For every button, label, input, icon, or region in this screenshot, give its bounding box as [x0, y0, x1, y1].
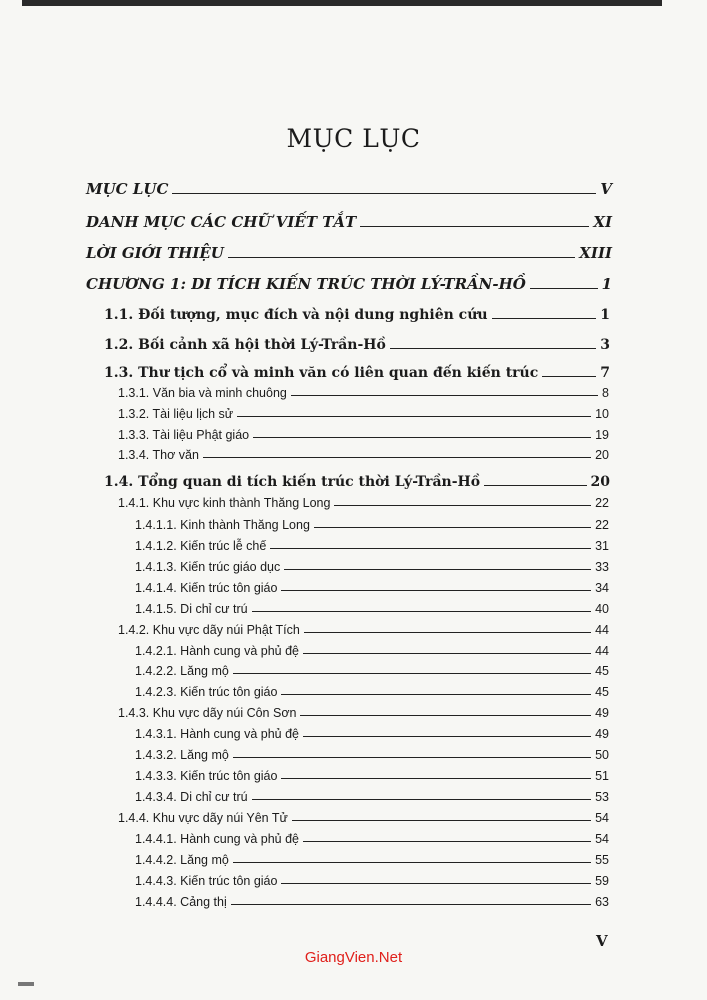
toc-entry[interactable] [86, 275, 612, 293]
toc-entry[interactable] [135, 748, 609, 762]
toc-leader-line [231, 904, 591, 905]
toc-leader-line [292, 820, 591, 821]
toc-entry-page: 20 [595, 448, 609, 462]
toc-entry[interactable] [118, 407, 609, 421]
toc-entry[interactable] [135, 874, 609, 888]
toc-entry-label: 1.4.3. Khu vực dãy núi Côn Sơn [118, 706, 297, 720]
toc-leader-line [314, 527, 591, 528]
toc-leader-line [284, 569, 591, 570]
toc-entry[interactable] [135, 790, 609, 804]
toc-leader-line [252, 611, 592, 612]
toc-entry-label: 1.4.4.3. Kiến trúc tôn giáo [135, 874, 278, 888]
toc-entry-label: 1.4.1.4. Kiến trúc tôn giáo [135, 581, 278, 595]
toc-entry[interactable] [104, 474, 610, 490]
toc-entry[interactable] [104, 307, 610, 323]
watermark: GiangVien.Net [304, 949, 403, 966]
toc-entry-page: 7 [600, 365, 610, 381]
toc-entry-page: 1 [600, 307, 610, 323]
toc-entry-page: 8 [602, 386, 609, 400]
toc-entry-page: 49 [595, 706, 609, 720]
toc-entry-label: 1.4.3.4. Di chỉ cư trú [135, 790, 248, 804]
toc-entry-label: MỤC LỤC [86, 180, 169, 198]
toc-entry-page: 54 [595, 832, 609, 846]
toc-entry-page: 31 [595, 539, 609, 553]
toc-leader-line [484, 485, 586, 486]
toc-leader-line [303, 841, 591, 842]
toc-leader-line [233, 862, 591, 863]
toc-leader-line [233, 757, 591, 758]
toc-entry-label: 1.4. Tổng quan di tích kiến trúc thời Lý-Trần-Hồ [104, 474, 481, 490]
toc-entry[interactable] [135, 664, 609, 678]
toc-entry-page: 3 [600, 337, 610, 353]
toc-entry[interactable] [135, 832, 609, 846]
toc-entry-label: 1.4.1.1. Kinh thành Thăng Long [135, 518, 310, 532]
toc-entry-label: 1.3.2. Tài liệu lịch sử [118, 407, 234, 421]
toc-leader-line [270, 548, 591, 549]
toc-entry-label: 1.4.2. Khu vực dãy núi Phật Tích [118, 623, 300, 637]
toc-entry-page: XIII [579, 244, 612, 262]
toc-entry-label: DANH MỤC CÁC CHỮ VIẾT TẮT [86, 213, 357, 231]
toc-entry-label: 1.4.1. Khu vực kinh thành Thăng Long [118, 496, 331, 510]
toc-entry-page: 63 [595, 895, 609, 909]
toc-leader-line [253, 437, 591, 438]
toc-entry[interactable] [118, 428, 609, 442]
toc-entry-page: 22 [595, 496, 609, 510]
page-title: MỤC LỤC [286, 124, 421, 153]
toc-entry-page: V [600, 180, 612, 198]
toc-entry-page: 40 [595, 602, 609, 616]
toc-entry[interactable] [118, 623, 609, 637]
toc-leader-line [530, 288, 598, 289]
toc-entry[interactable] [104, 365, 610, 381]
toc-entry-label: 1.4.4.4. Cảng thị [135, 895, 227, 909]
toc-leader-line [281, 694, 591, 695]
toc-entry-label: 1.3.4. Thơ văn [118, 448, 199, 462]
toc-entry-page: 1 [601, 275, 612, 293]
toc-entry-page: 19 [595, 428, 609, 442]
toc-entry[interactable] [86, 244, 612, 262]
toc-entry-page: 44 [595, 623, 609, 637]
toc-entry[interactable] [135, 853, 609, 867]
toc-entry-page: 10 [595, 407, 609, 421]
toc-entry-label: 1.4.2.2. Lăng mộ [135, 664, 229, 678]
toc-leader-line [300, 715, 591, 716]
toc-entry[interactable] [135, 560, 609, 574]
toc-entry-label: CHƯƠNG 1: DI TÍCH KIẾN TRÚC THỜI LÝ-TRẦN-HỒ [86, 275, 526, 293]
toc-leader-line [233, 673, 591, 674]
toc-entry-page: 44 [595, 644, 609, 658]
toc-entry-page: 33 [595, 560, 609, 574]
toc-entry-label: 1.3.1. Văn bia và minh chuông [118, 386, 287, 400]
toc-entry[interactable] [118, 706, 609, 720]
toc-leader-line [281, 590, 591, 591]
toc-entry-page: 53 [595, 790, 609, 804]
toc-entry[interactable] [135, 769, 609, 783]
toc-entry-page: 20 [590, 474, 610, 490]
toc-leader-line [281, 778, 591, 779]
toc-entry-label: 1.4.4. Khu vực dãy núi Yên Tử [118, 811, 288, 825]
toc-entry-label: 1.3. Thư tịch cổ và minh văn có liên quan đến kiến trúc [104, 365, 539, 381]
toc-leader-line [360, 226, 589, 227]
toc-entry-label: 1.4.2.1. Hành cung và phủ đệ [135, 644, 300, 658]
toc-leader-line [334, 505, 591, 506]
toc-entry[interactable] [135, 539, 609, 553]
toc-entry-page: 45 [595, 664, 609, 678]
toc-entry[interactable] [86, 213, 612, 231]
toc-entry-label: 1.4.3.2. Lăng mộ [135, 748, 229, 762]
toc-leader-line [172, 193, 596, 194]
toc-entry-label: 1.4.1.5. Di chỉ cư trú [135, 602, 248, 616]
toc-entry-page: 54 [595, 811, 609, 825]
toc-entry[interactable] [86, 180, 612, 198]
toc-entry-label: 1.1. Đối tượng, mục đích và nội dung nghiên cứu [104, 307, 488, 323]
toc-entry-page: 34 [595, 581, 609, 595]
toc-leader-line [492, 318, 597, 319]
toc-entry[interactable] [135, 895, 609, 909]
toc-entry-label: 1.4.3.1. Hành cung và phủ đệ [135, 727, 300, 741]
toc-entry[interactable] [104, 337, 610, 353]
toc-entry-page: 59 [595, 874, 609, 888]
toc-entry-page: 51 [595, 769, 609, 783]
toc-entry-page: 49 [595, 727, 609, 741]
toc-entry[interactable] [135, 518, 609, 532]
toc-entry-label: LỜI GIỚI THIỆU [86, 244, 224, 262]
toc-leader-line [281, 883, 591, 884]
toc-leader-line [390, 348, 596, 349]
toc-entry[interactable] [135, 685, 609, 699]
toc-leader-line [303, 653, 591, 654]
toc-entry[interactable] [118, 811, 609, 825]
toc-entry-label: 1.4.4.1. Hành cung và phủ đệ [135, 832, 300, 846]
toc-entry[interactable] [135, 602, 609, 616]
toc-entry[interactable] [135, 644, 609, 658]
toc-entry-page: 45 [595, 685, 609, 699]
toc-leader-line [203, 457, 591, 458]
toc-leader-line [303, 736, 591, 737]
toc-leader-line [304, 632, 591, 633]
toc-entry[interactable] [135, 581, 609, 595]
toc-leader-line [291, 395, 598, 396]
toc-entry-page: XI [593, 213, 612, 231]
toc-entry-label: 1.4.3.3. Kiến trúc tôn giáo [135, 769, 278, 783]
toc-entry[interactable] [135, 727, 609, 741]
toc-entry-label: 1.4.1.3. Kiến trúc giáo dục [135, 560, 281, 574]
toc-leader-line [237, 416, 591, 417]
page-number: V [596, 932, 608, 950]
toc-leader-line [252, 799, 592, 800]
toc-entry-label: 1.2. Bối cảnh xã hội thời Lý-Trần-Hồ [104, 337, 386, 353]
toc-leader-line [542, 376, 596, 377]
toc-entry-page: 22 [595, 518, 609, 532]
toc-entry-page: 55 [595, 853, 609, 867]
toc-entry[interactable] [118, 496, 609, 510]
toc-entry[interactable] [118, 448, 609, 462]
toc-entry[interactable] [118, 386, 609, 400]
scan-corner-mark [18, 982, 34, 986]
toc-entry-page: 50 [595, 748, 609, 762]
toc-entry-label: 1.4.4.2. Lăng mộ [135, 853, 229, 867]
toc-leader-line [228, 257, 575, 258]
toc-entry-label: 1.4.2.3. Kiến trúc tôn giáo [135, 685, 278, 699]
toc-entry-label: 1.4.1.2. Kiến trúc lễ chế [135, 539, 267, 553]
toc-entry-label: 1.3.3. Tài liệu Phật giáo [118, 428, 250, 442]
